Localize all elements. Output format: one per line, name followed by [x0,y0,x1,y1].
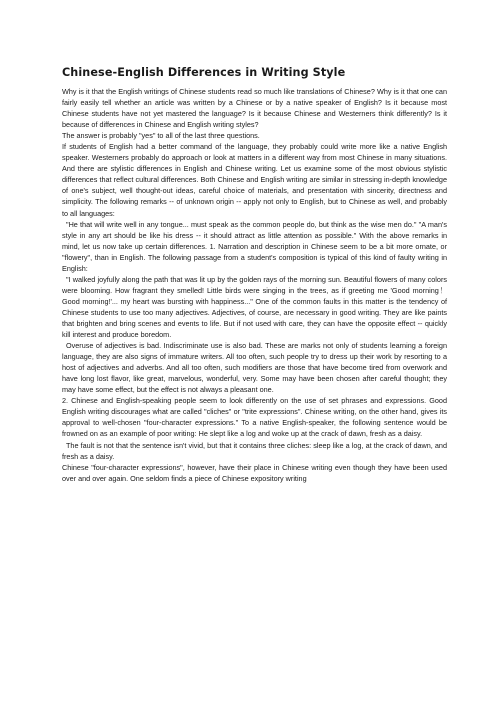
paragraph-quotes-narration: "He that will write well in any tongue... must speak as the common people do, but think as the wise men do." "A man's style in any art should be like his dress -- it should attract as little attention as possible." With the above remarks in mind, let us now take up certain differences. 1. Narration and description in Chinese seem to be a bit more ornate, or "flowery", than in English. The following passage from a student's composition is typical of this kind of faulty writing in English: [62,219,447,273]
paragraph-overuse-adjectives: Overuse of adjectives is bad. Indiscriminate use is also bad. These are marks not only of students learning a foreign language, they are also signs of immature writers. All too often, such people try to dress up their work by resorting to a host of adjectives and adverbs. And all too often, such modifiers are those that have become tired from overwork and have long lost flavor, like great, marvelous, wonderful, very. Some may have been chosen after careful thought; they may have some effect, but the effect is not always a pleasant one. [62,341,447,395]
paragraph-questions: Why is it that the English writings of Chinese students read so much like translations of Chinese? Why is it that one can fairly easily tell whether an article was written by a Chinese or by a native speaker of English? Is it because most Chinese students have not yet mastered the language? Is it because Chinese and Westerners think differently? Is it because of differences in Chinese and English writing styles? [62,87,447,130]
paragraph-set-phrases: 2. Chinese and English-speaking people seem to look differently on the use of set phrases and expressions. Good English writing discourages what are called "cliches" or "trite expressions". Chinese writing, on the other hand, gives its approval to well-chosen "four-character expressions." To a native English-speaker, the following sentence would be frowned on as an example of poor writing: He slept like a log and woke up at the crack of dawn, fresh as a daisy. [62,396,447,439]
document-title: Chinese-English Differences in Writing Style [62,66,346,79]
paragraph-cliches: The fault is not that the sentence isn't vivid, but that it contains three cliches: sleep like a log, at the crack of dawn, and fresh as a daisy. [62,440,447,461]
paragraph-student-passage: "I walked joyfully along the path that was lit up by the golden rays of the morning sun. Beautiful flowers of many colors were blooming. How fragrant they smelled! Little birds were singing in the trees, as if greeting me 'Good morning！Good morning!'... my heart was bursting with happiness..." One of the common faults in this matter is the tendency of Chinese students to use too many adjectives. Adjectives, of course, are necessary in good writing. They are like paints that brighten and bring scenes and events to life. But if not used with care, they can have the opposite effect -- quickly kill interest and produce boredom. [62,274,447,340]
document-body [62,86,447,484]
paragraph-answer: The answer is probably "yes" to all of the last three questions. [62,131,260,141]
paragraph-four-character: Chinese "four-character expressions", however, have their place in Chinese writing even though they have been used over and over again. One seldom finds a piece of Chinese expository writing [62,462,447,483]
paragraph-stylistic-differences: If students of English had a better command of the language, they probably could write more like a native English speaker. Westerners probably do approach or look at matters in a different way from most Chinese in many situations. And there are stylistic differences in English and Chinese writing. Let us examine some of the most obvious stylistic differences that reflect cultural differences. Both Chinese and English writing are similar in stressing in-depth knowledge of one's subject, well thought-out ideas, careful choice of materials, and presentation with sincerity, directness and simplicity. The following remarks -- of unknown origin -- apply not only to English, but to Chinese as well, and probably to all languages: [62,142,447,218]
